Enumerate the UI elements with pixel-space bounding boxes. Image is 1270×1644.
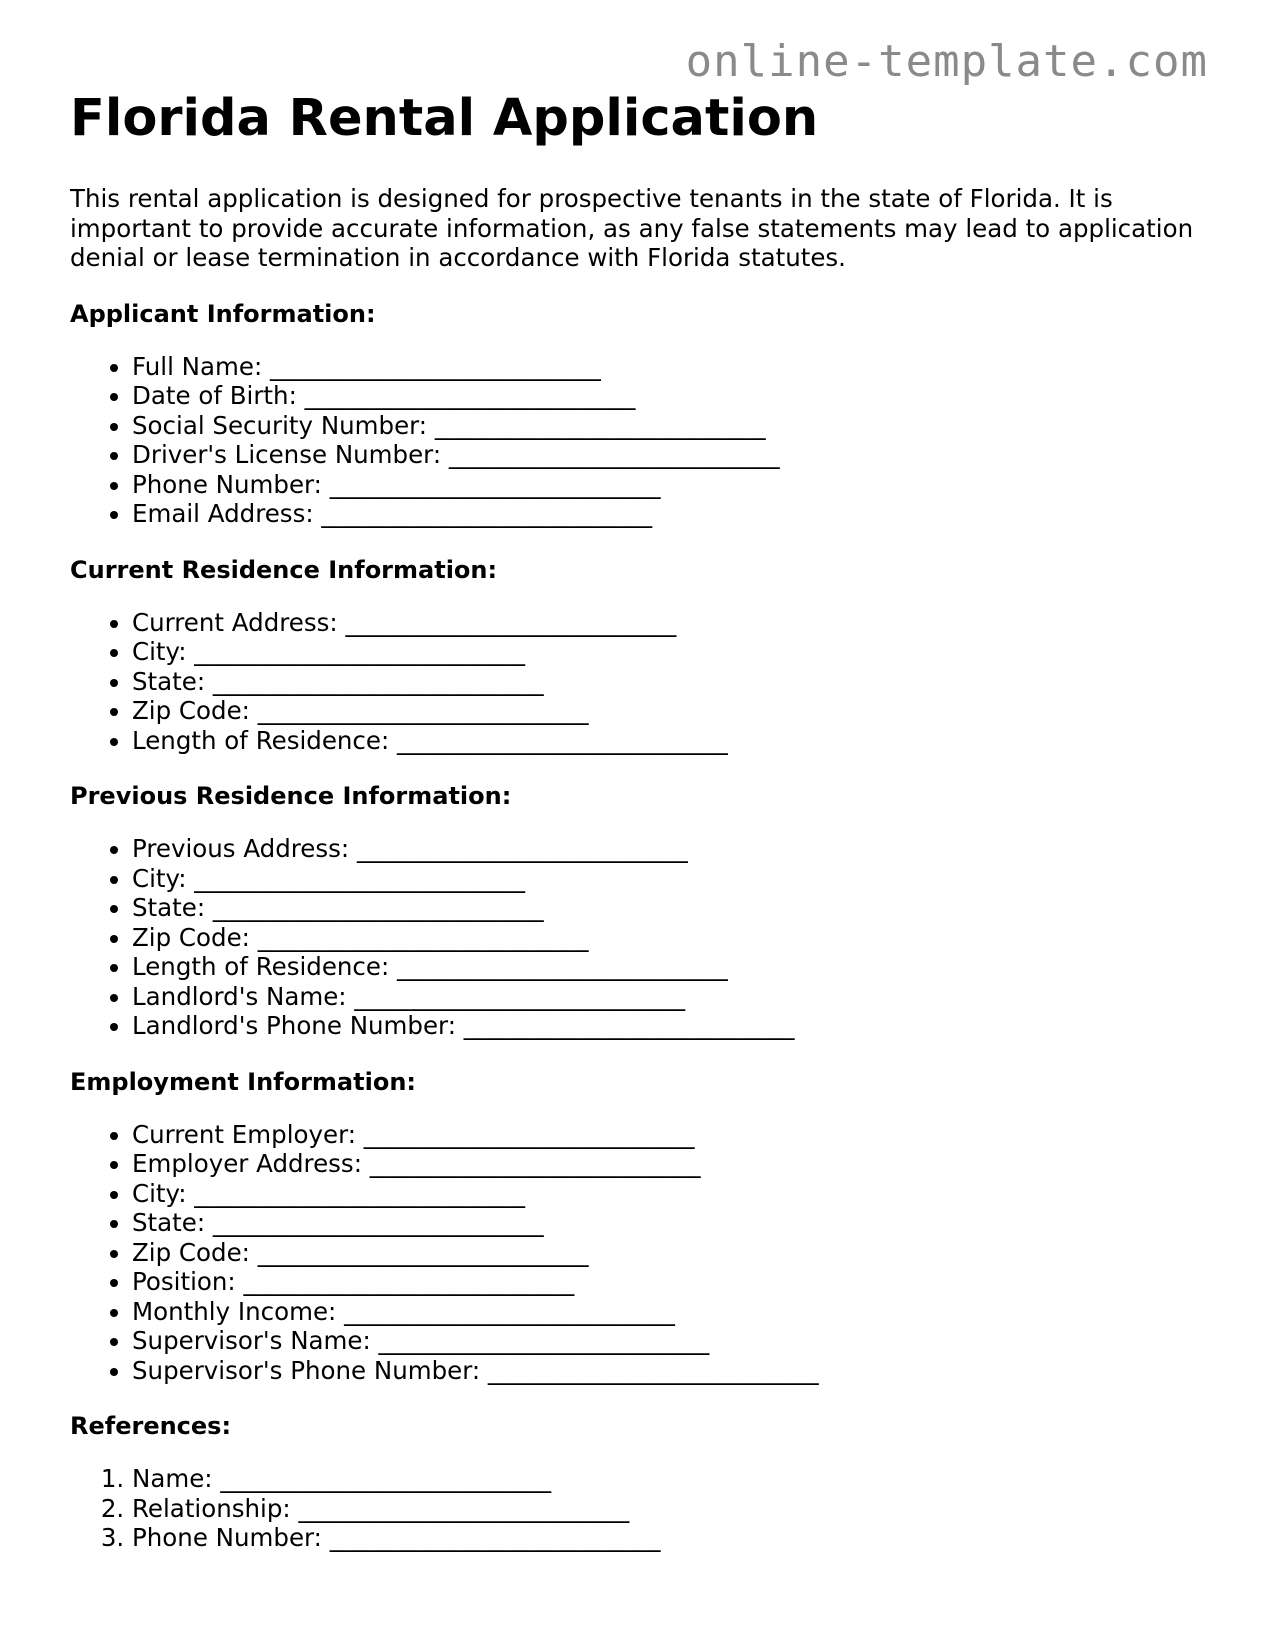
employment-field-item	[132, 1179, 1210, 1209]
references-field-item	[132, 1464, 1210, 1494]
employment-field-item	[132, 1120, 1210, 1150]
current-field-item	[132, 667, 1210, 697]
previous-field-item	[132, 834, 1210, 864]
field-label: Landlord's Phone Number:	[132, 1011, 456, 1040]
fill-in-blank[interactable]: ___________________________	[257, 922, 589, 952]
field-label: Supervisor's Phone Number:	[132, 1355, 481, 1385]
section-heading-applicant: Applicant Information:	[70, 299, 376, 328]
applicant-field-item	[132, 411, 1210, 441]
fill-in-blank[interactable]: ___________________________	[298, 1493, 630, 1523]
employment-field-item	[132, 1208, 1210, 1238]
previous-residence-field-list	[70, 834, 1210, 1041]
fill-in-blank[interactable]: ___________________________	[354, 981, 686, 1011]
applicant-field-item	[132, 381, 1210, 411]
fill-in-blank[interactable]: ___________________________	[344, 1296, 675, 1326]
fill-in-blank[interactable]: ___________________________	[487, 1355, 819, 1385]
current-field-item	[132, 726, 1210, 756]
field-label: Current Address:	[132, 607, 338, 637]
applicant-field-item	[132, 470, 1210, 500]
fill-in-blank[interactable]: ___________________________	[397, 725, 728, 755]
fill-in-blank[interactable]: ___________________________	[257, 1237, 589, 1267]
current-field-item	[132, 608, 1210, 638]
references-field-item	[132, 1494, 1210, 1524]
field-label: Email Address:	[132, 499, 314, 528]
applicant-field-item	[132, 352, 1210, 382]
field-label: Phone Number:	[132, 469, 322, 499]
field-label: City:	[132, 863, 187, 893]
intro-paragraph: This rental application is designed for prospective tenants in the state of Florida. It is important to provide accurate information, as any false statements may lead to application denial or lease termination in accordance with Florida statutes.	[70, 184, 1194, 272]
field-label: Current Employer:	[132, 1119, 356, 1149]
field-label: Social Security Number:	[132, 410, 428, 440]
section-heading-current-residence: Current Residence Information:	[70, 555, 498, 584]
document-page	[70, 88, 1210, 1553]
fill-in-blank[interactable]: ___________________________	[329, 1523, 661, 1552]
field-label: Length of Residence:	[132, 952, 390, 981]
field-label: State:	[132, 1208, 206, 1237]
employment-field-item	[132, 1356, 1210, 1386]
fill-in-blank[interactable]: ___________________________	[194, 1178, 526, 1208]
field-label: Relationship:	[132, 1493, 291, 1523]
fill-in-blank[interactable]: ___________________________	[212, 666, 544, 696]
fill-in-blank[interactable]: ___________________________	[304, 381, 636, 410]
fill-in-blank[interactable]: ___________________________	[270, 351, 601, 381]
employment-field-item	[132, 1297, 1210, 1327]
fill-in-blank[interactable]: ___________________________	[434, 410, 766, 440]
fill-in-blank[interactable]: ___________________________	[397, 952, 728, 981]
field-label: Driver's License Number:	[132, 440, 442, 469]
section-heading-employment: Employment Information:	[70, 1067, 416, 1096]
field-label: City:	[132, 1178, 187, 1208]
section-heading-previous-residence: Previous Residence Information:	[70, 782, 512, 810]
field-label: Landlord's Name:	[132, 981, 347, 1011]
field-label: State:	[132, 893, 206, 922]
fill-in-blank[interactable]: ___________________________	[463, 1011, 795, 1040]
field-label: Zip Code:	[132, 922, 250, 952]
field-label: Previous Address:	[132, 834, 350, 863]
field-label: Zip Code:	[132, 696, 250, 725]
field-label: City:	[132, 637, 187, 666]
field-label: Name:	[132, 1464, 213, 1493]
references-field-list	[70, 1464, 1210, 1553]
fill-in-blank[interactable]: ___________________________	[212, 1208, 544, 1237]
field-label: Employer Address:	[132, 1149, 362, 1178]
fill-in-blank[interactable]: ___________________________	[257, 696, 589, 725]
employment-field-item	[132, 1267, 1210, 1297]
fill-in-blank[interactable]: ___________________________	[321, 499, 653, 528]
previous-field-item	[132, 893, 1210, 923]
fill-in-blank[interactable]: ___________________________	[212, 893, 544, 922]
previous-field-item	[132, 952, 1210, 982]
field-label: Date of Birth:	[132, 381, 297, 410]
previous-field-item	[132, 923, 1210, 953]
fill-in-blank[interactable]: ___________________________	[243, 1267, 575, 1296]
employment-field-item	[132, 1149, 1210, 1179]
fill-in-blank[interactable]: ___________________________	[356, 834, 688, 863]
employment-field-list	[70, 1120, 1210, 1386]
fill-in-blank[interactable]: ___________________________	[329, 469, 661, 499]
field-label: Supervisor's Name:	[132, 1326, 371, 1355]
current-field-item	[132, 637, 1210, 667]
page-title: Florida Rental Application	[70, 89, 819, 148]
fill-in-blank[interactable]: ___________________________	[220, 1464, 552, 1493]
previous-field-item	[132, 1011, 1210, 1041]
fill-in-blank[interactable]: ___________________________	[345, 607, 677, 637]
employment-field-item	[132, 1238, 1210, 1268]
fill-in-blank[interactable]: ___________________________	[448, 440, 780, 469]
fill-in-blank[interactable]: ___________________________	[363, 1119, 695, 1149]
field-label: Phone Number:	[132, 1523, 322, 1552]
current-field-item	[132, 696, 1210, 726]
previous-field-item	[132, 864, 1210, 894]
fill-in-blank[interactable]: ___________________________	[194, 637, 526, 666]
employment-field-item	[132, 1326, 1210, 1356]
fill-in-blank[interactable]: ___________________________	[378, 1326, 710, 1355]
fill-in-blank[interactable]: ___________________________	[194, 863, 526, 893]
previous-field-item	[132, 982, 1210, 1012]
field-label: Full Name:	[132, 351, 263, 381]
section-heading-references: References:	[70, 1412, 232, 1440]
current-residence-field-list	[70, 608, 1210, 756]
field-label: Position:	[132, 1267, 236, 1296]
references-field-item	[132, 1523, 1210, 1553]
applicant-field-item	[132, 440, 1210, 470]
field-label: Monthly Income:	[132, 1296, 337, 1326]
field-label: Length of Residence:	[132, 725, 390, 755]
field-label: Zip Code:	[132, 1237, 250, 1267]
applicant-field-list	[70, 352, 1210, 529]
fill-in-blank[interactable]: ___________________________	[369, 1149, 701, 1178]
applicant-field-item	[132, 499, 1210, 529]
watermark: online-template.com	[685, 36, 1208, 87]
field-label: State:	[132, 666, 206, 696]
